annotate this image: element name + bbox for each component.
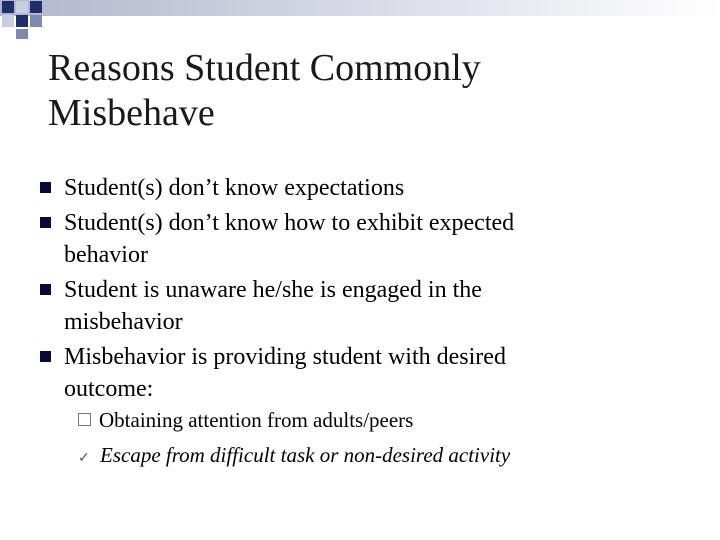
square-bullet-icon <box>40 284 51 295</box>
square-bullet-icon <box>40 351 51 362</box>
bullet-item <box>40 172 680 204</box>
sub-bullet-text: Obtaining attention from adults/peers <box>99 408 414 432</box>
slide-title <box>48 46 688 136</box>
title-line-2: Misbehave <box>48 92 215 134</box>
bullet-text-continued: misbehavior <box>64 309 183 335</box>
square-bullet-icon <box>40 182 51 193</box>
sub-bullet-text: Escape from difficult task or non-desired activity <box>100 443 511 467</box>
bullet-item <box>40 274 680 338</box>
bullet-item <box>40 341 680 405</box>
square-bullet-icon <box>40 217 51 228</box>
bullet-text: Student(s) don’t know how to exhibit expected <box>64 210 515 236</box>
checkbox-icon <box>78 413 91 426</box>
bullet-list <box>40 172 680 408</box>
bullet-item <box>40 207 680 271</box>
title-line-1: Reasons Student Commonly <box>48 47 481 89</box>
bullet-text: Student(s) don’t know expectations <box>64 175 405 201</box>
checkmark-icon: ✓ <box>78 451 90 466</box>
sub-bullet-item <box>78 441 698 473</box>
bullet-text-continued: outcome: <box>64 376 154 402</box>
sub-bullet-item <box>78 406 698 434</box>
header-decoration <box>0 0 720 40</box>
bullet-text-continued: behavior <box>64 242 148 268</box>
bullet-text: Misbehavior is providing student with desired <box>64 344 506 370</box>
bullet-text: Student is unaware he/she is engaged in the <box>64 277 482 303</box>
